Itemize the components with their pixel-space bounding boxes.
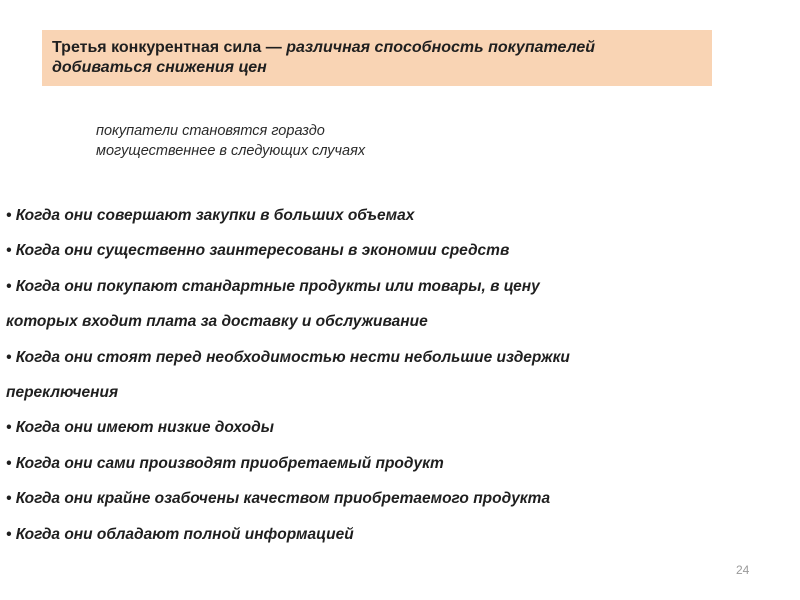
- bullet-line-4: которых входит плата за доставку и обслуживание: [6, 313, 428, 331]
- title-italic-line1: различная способность покупателей: [286, 39, 596, 56]
- bullet-line-3: • Когда они покупают стандартные продукты или товары, в цену: [6, 277, 540, 295]
- subtitle-line-2: могущественнее в следующих случаях: [96, 143, 366, 159]
- title-plain-text: Третья конкурентная сила —: [52, 39, 287, 56]
- bullet-line-1: • Когда они совершают закупки в больших объемах: [6, 207, 415, 224]
- bullet-line-7: • Когда они имеют низкие доходы: [6, 419, 274, 437]
- slide-title: [52, 38, 652, 78]
- bullet-line-10: • Когда они обладают полной информацией: [6, 525, 354, 543]
- bullet-line-9: • Когда они крайне озабочены качеством приобретаемого продукта: [6, 490, 551, 508]
- subtitle-line-1: покупатели становятся гораздо: [96, 123, 325, 139]
- bullet-list: [6, 204, 766, 558]
- bullet-line-5: • Когда они стоят перед необходимостью нести небольшие издержки: [6, 348, 570, 366]
- title-italic-line2: добиваться снижения цен: [52, 59, 267, 76]
- bullet-line-8: • Когда они сами производят приобретаемый продукт: [6, 454, 444, 472]
- page-number: 24: [736, 563, 750, 577]
- slide-subtitle: [96, 121, 365, 161]
- bullet-line-6: переключения: [6, 383, 119, 401]
- bullet-line-2: • Когда они существенно заинтересованы в экономии средств: [6, 242, 510, 260]
